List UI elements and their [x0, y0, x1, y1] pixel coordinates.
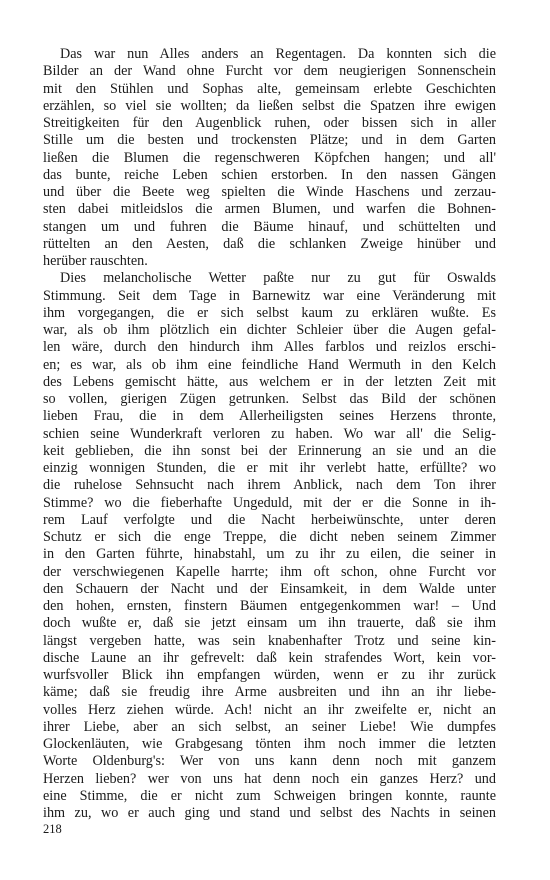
text-line: und über die Beete weg spielten die Winde Haschens und zerzau- — [43, 184, 496, 200]
text-line: den hohen, ernsten, finstern Bäumen entgegenkommen war! – Und — [43, 598, 496, 614]
text-line: schien seine Wunderkraft verloren zu haben. Wo war all' die Selig- — [43, 425, 496, 442]
text-line: Stille um die besten und trockensten Plätze; und in dem Garten — [43, 132, 496, 149]
text-line: wurfsvoller Blick ihn empfangen würden, wenn er zu ihr zurück — [43, 667, 496, 683]
text-line: ihrer Liebe, aber an sich selbst, an seiner Liebe! Wie dumpfes — [43, 718, 496, 735]
page-body — [43, 46, 496, 822]
text-line: ihm vorgegangen, die er sich selbst kaum zu erklären wußte. Es — [43, 304, 496, 321]
text-line: erzählen, so viel sie wollten; da ließen selbst die Spatzen ihre ewigen — [43, 97, 496, 114]
text-line: der verschwiegenen Kapelle harrte; ihm oft schon, ohne Furcht vor — [43, 563, 496, 580]
page-number: 218 — [43, 822, 62, 836]
text-line: dische Laune an ihr gefrevelt: daß kein strafendes Wort, kein vor- — [43, 649, 496, 666]
text-line: Glockenläuten, wie Grabgesang tönten ihm noch immer die letzten — [43, 736, 496, 752]
text-line: sten dabei mitleidslos die armen Blumen, und warfen die Bohnen- — [43, 201, 496, 218]
text-line: den Schauern der Nacht und der Einsamkeit, in dem Walde unter — [43, 580, 496, 597]
text-line: war, als ob ihm plötzlich ein dichter Schleier über die Augen gefal- — [43, 322, 496, 338]
text-line: Das war nun Alles anders an Regentagen. Da konnten sich die — [60, 46, 496, 62]
text-line: des Lebens gemischt hätte, aus welchem er in der letzten Zeit mit — [43, 373, 496, 390]
text-line: ihm zu, wo er auch ging und stand und selbst des Nachts in seinen — [43, 805, 496, 821]
text-line: so vollen, gierigen Zügen getrunken. Selbst das Bild der schönen — [43, 391, 496, 407]
text-line: Dies melancholische Wetter paßte nur zu gut für Oswalds — [60, 270, 496, 287]
text-line: Stimmung. Seit dem Tage in Barnewitz war eine Veränderung mit — [43, 287, 496, 304]
text-line: stangen um und fuhren die Bäume hinauf, und schüttelten und — [43, 218, 496, 235]
text-line: lieben Frau, die in dem Allerheiligsten seines Herzens thronte, — [43, 408, 496, 425]
text-line: das bunte, reiche Leben schien erstorben. In den nassen Gängen — [43, 166, 496, 183]
text-line: Stimme? wo die fieberhafte Ungeduld, mit der er die Sonne in ih- — [43, 494, 496, 511]
text-line: die ruhelose Sehnsucht nach ihrem Anblick, nach dem Ton ihrer — [43, 477, 496, 494]
text-line: längst vergeben hatte, was sein knabenhafter Trotz und seine kin- — [43, 632, 496, 649]
text-line: käme; daß sie freudig ihre Arme ausbreiten und ihn an ihr liebe- — [43, 684, 496, 701]
text-line: Herzen lieben? wer von uns hat denn noch ein ganzes Herz? und — [43, 770, 496, 787]
text-line: Bilder an der Wand ohne Furcht vor dem neugierigen Sonnenschein — [43, 63, 496, 80]
text-line: mit den Stühlen und Sophas alte, gemeinsam erlebte Geschichten — [43, 80, 496, 97]
text-line: en; es war, als ob ihm eine feindliche Hand Wermuth in den Kelch — [43, 356, 496, 373]
text-line: Streitigkeiten für den Augenblick ruhen, oder bissen sich in aller — [43, 115, 496, 131]
text-line: ließen die Blumen die regenschweren Köpfchen hangen; und all' — [43, 149, 496, 166]
text-line: keit geblieben, die ihn sonst bei der Erinnerung an sie und an die — [43, 442, 496, 459]
text-line: rem Lauf verfolgte und die Nacht herbeiwünschte, unter deren — [43, 511, 496, 528]
text-line: herüber rauschten. — [43, 253, 148, 269]
text-line: doch wußte er, daß sie jetzt einsam um ihn trauerte, daß sie ihm — [43, 615, 496, 632]
text-line: einzig wonnigen Stunden, die er mit ihr verlebt hatte, erfüllte? wo — [43, 460, 496, 476]
text-line: len wäre, durch den hindurch ihm Alles farblos und reizlos erschi- — [43, 339, 496, 356]
text-line: rüttelten an den Aesten, daß die schlanken Zweige hinüber und — [43, 235, 496, 252]
text-line: volles Herz ziehen würde. Ach! nicht an ihr zweifelte er, nicht an — [43, 701, 496, 718]
text-line: Schutz er sich die enge Treppe, die dicht neben seinem Zimmer — [43, 529, 496, 545]
text-line: Worte Oldenburg's: Wer von uns kann denn noch mit ganzem — [43, 753, 496, 770]
text-line: eine Stimme, die er nicht zum Schweigen bringen konnte, raunte — [43, 787, 496, 804]
text-line: in den Garten führte, hinabstahl, um zu ihr zu eilen, die seiner in — [43, 546, 496, 563]
